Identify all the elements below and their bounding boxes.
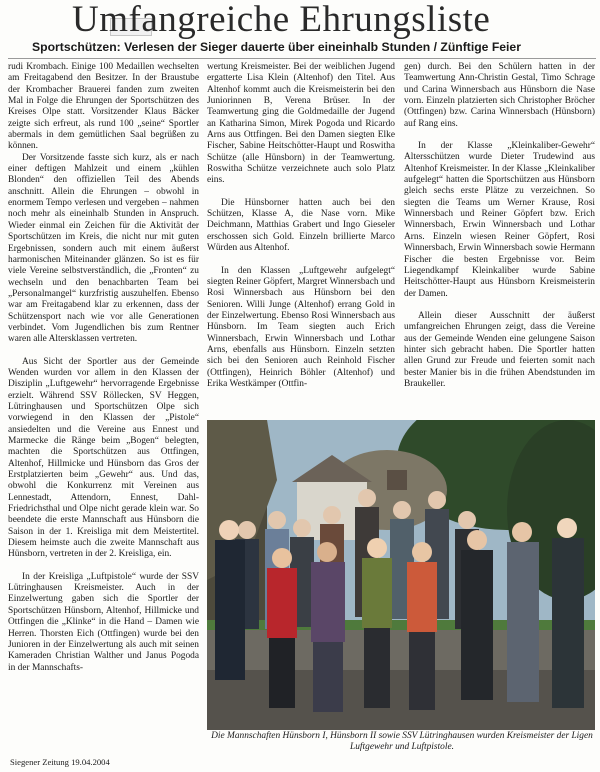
paragraph: wertung Kreismeister. Bei der weiblichen Jugend ergatterte Lisa Klein (Altenhof) den Titel. Aus Altenhof kommt auch die Kreismeisterin bei den Juniorinnen B, Verena Brüser. In der Teamwertung ging die Goldmedaille der Jugend an Katharina Simon, Mirek Pogoda und Ricardo Arns aus Ottfingen. Bei den Damen siegten Elke Fischer, Sabine Heitschötter-Haupt und Roswitha Schütze (alle Hünsborn) in der Teamwertung. Roswitha Schütze verzeichnete auch solo Platz eins. xyxy=(207,62,395,186)
paragraph: In der Kreisliga „Luftpistole“ wurde der SSV Lütringhausen Kreismeister. Auch in der Einzelwertung gaben sich die Sportler der Sportschützen Hünsborn, Altenhof, Hillmicke und Ottfingen die „Klinke“ in die Hand – Damen wie Herren. Thorsten Eich (Ottfingen) wurde bei den Junioren in der Einzelwertung als auch mit seinen Kameraden Christian Walther und Janus Pogoda in der Mannschafts- xyxy=(8,571,199,673)
paragraph: Die Hünsborner hatten auch bei den Schützen, Klasse A, die Nase vorn. Mike Deichmann, Matthias Grabert und Ingo Gieseler erschossen sich Gold. Einzeln brillierte Marco Würden aus Altenhof. xyxy=(207,197,395,254)
photo-caption: Die Mannschaften Hünsborn I, Hünsborn II sowie SSV Lütringhausen wurden Kreismeister der Ligen Luftgewehr und Luftpistole. xyxy=(211,731,593,752)
paragraph: Aus Sicht der Sportler aus der Gemeinde Wenden wurden vor allem in den Klassen der Disziplin „Luftgewehr“ hervorragende Ergebnisse erzielt. Während SSV Röllecken, SV Heggen, Lütringhausen und Sportschützen Olpe sich vorwiegend in den Klassen der „Pistole“ ansiedelten und die Vereine aus Ennest und Marmecke die Ränge beim „Bogen“ belegten, machten die Sportschützen aus Ottfingen, Altenhof, Hillmicke und Hünsborn das Gros der Erstplatzierten beim „Gewehr“ aus. Und das, obwohl die Konkurrenz mit Vereinen aus Lennestadt, Attendorn, Ennest, Dahl-Friedrichsthal und Olpe nicht gerade klein war. So beendete die erste Mannschaft aus Hünsborn die Saison in der 1. Kreisliga mit dem Meistertitel. Diesem heimste auch die zweite Mannschaft aus Hünsborn, vertreten in der 2. Kreisliga, ein. xyxy=(8,356,199,560)
paragraph: gen) durch. Bei den Schülern hatten in der Teamwertung Ann-Christin Gestal, Timo Schrage und Carina Winnersbach aus Hünsborn die Nase vorn. Einzeln platzierten sich Christopher Bröcher (Ottfingen) bzw. Carina Winnersbach (Hünsborn) auf Rang eins. xyxy=(404,62,595,129)
text-column-1 xyxy=(8,62,199,754)
paragraph: rudi Krombach. Einige 100 Medaillen wechselten am Freitagabend den Besitzer. In der Braustube der Krombacher Brauerei fanden zum zweiten Mal in Folge die Ehrungen der Sportschützen des Kreises Olpe statt. Vorsitzender Klaus Bäcker zeigte sich erfreut, als rund 100 „seine“ Sportler abermals in dem gemütlichen Saal begrüßen zu können. xyxy=(8,62,199,152)
text-column-3 xyxy=(404,62,595,414)
top-rule xyxy=(8,58,596,59)
paragraph: Der Vorsitzende fasste sich kurz, als er nach einer deftigen Mahlzeit und einem „kühlen Blonden“ den offiziellen Teil des Abends anschnitt. Allein die Ehrungen – obwohl in enormem Tempo verlesen und vergeben – nahmen noch mehr als eineinhalb Stunden in Anspruch. Wieder einmal ein Zeichen für die Aktivität der Sportschützen im Kreis, die nicht nur mit guten Ergebnissen, sondern auch mit einem äußerst harmonischen Miteinander glänzen. So ist es für viele Vereine selbstverständlich, die „Fronten“ zu wechseln und den benachbarten Team bei „Personalmangel“ kurzfristig auszuhelfen. Ebenso war am Freitagabend klar zu erkennen, dass der Schützensport nach wie vor alle Generationen verbindet. Vom Jugendlichen bis zum Rentner waren alle Altersklassen vertreten. xyxy=(8,152,199,345)
source-line: Siegener Zeitung 19.04.2004 xyxy=(10,757,110,767)
paragraph: Allein dieser Ausschnitt der äußerst umfangreichen Ehrungen zeigt, dass die Vereine aus der Gemeinde Wenden eine gelungene Saison hinter sich gebracht haben. Die Sportler hatten allen Grund zur Freude und feierten somit nach bester Manier bis in die frühen Abendstunden im Braukeller. xyxy=(404,310,595,389)
paragraph: In der Klasse „Kleinkaliber-Gewehr“ Altersschützen wurde Dieter Trudewind aus Altenhof Kreismeister. In der Klasse „Kleinkaliber aufgelegt“ hatten die Sportschützen aus Hünsborn gleich sechs erste Plätze zu verzeichnen. So siegten die Teams um Werner Krause, Rosi Winnersbach und Reiner Göpfert bzw. Erich Winnersbach, Erwin Winnersbach und Lothar Arns. Einzeln wiesen Reiner Göpfert, Rosi Winnersbach, Erwin Winnersbach sowie Hermann Fischer die besten Ergebnisse vor. Beim Liegendkampf Kleinkaliber wurde Sabine Heitschötter-Haupt aus Hünsborn Kreismeisterin der Damen. xyxy=(404,141,595,299)
team-photo xyxy=(207,420,595,730)
text-column-2 xyxy=(207,62,395,414)
headline: Umfangreiche Ehrungsliste xyxy=(72,0,491,40)
subheadline: Sportschützen: Verlesen der Sieger dauerte über eineinhalb Stunden / Zünftige Feier xyxy=(32,40,521,54)
paragraph: In den Klassen „Luftgewehr aufgelegt“ siegten Reiner Göpfert, Margret Winnersbach und Rosi Winnersbach aus Hünsborn bei den Senioren. Willi Junge (Altenhof) errang Gold in der Einzelwertung. Ebenso Rosi Winnersbach aus Hünsborn. Im Team siegten auch Erich Winnersbach, Erwin Winnersbach und Lothar Arns, ebenfalls aus Hünsborn. Einzeln setzten sich bei den Senioren auch Reinhold Fischer (Ottfingen), Heinrich Böhler (Altenhof) und Erika Westkämper (Ottfin- xyxy=(207,265,395,389)
